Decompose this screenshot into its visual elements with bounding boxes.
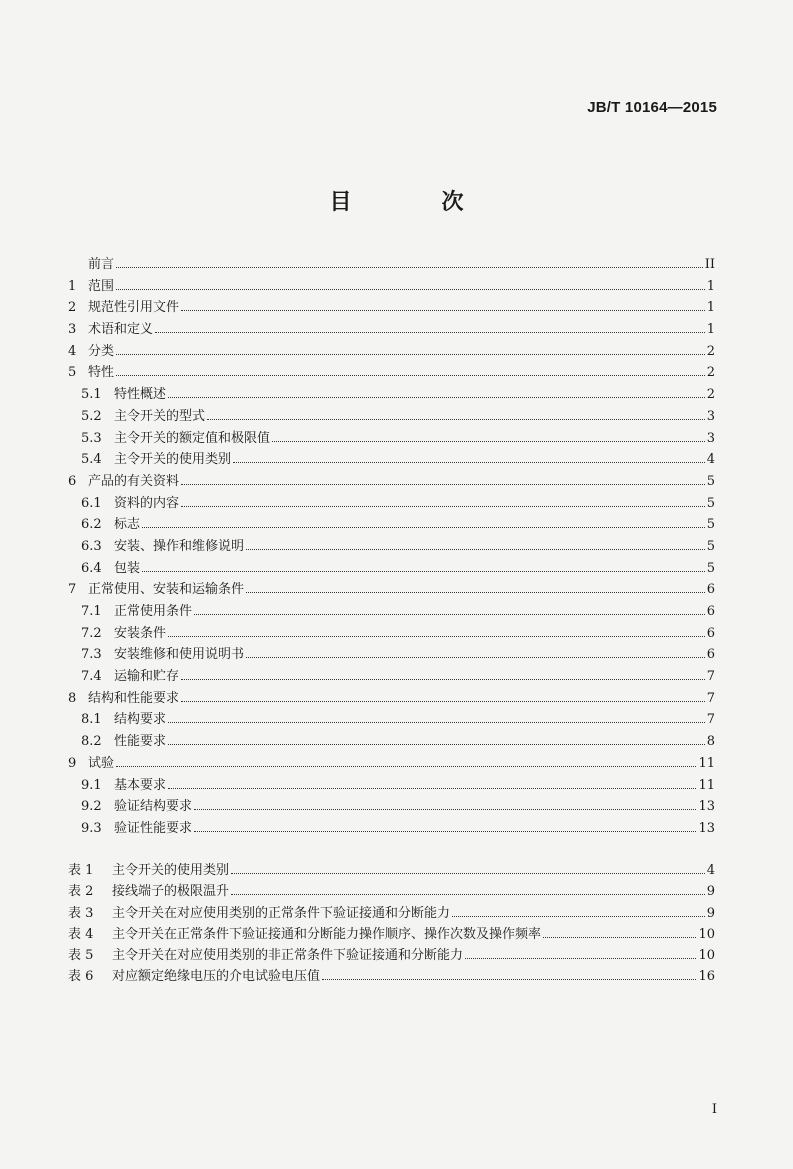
toc-entry-number: 表 4 bbox=[68, 926, 94, 942]
toc-entry-label: 主令开关的额定值和极限值 bbox=[114, 430, 271, 446]
toc-entry[interactable] bbox=[68, 923, 715, 944]
toc-entry-label: 安装、操作和维修说明 bbox=[114, 538, 245, 554]
toc-entry-number: 7.4 bbox=[81, 669, 102, 685]
toc-entry[interactable] bbox=[68, 880, 715, 901]
toc-entry[interactable] bbox=[68, 318, 715, 340]
toc-entry[interactable] bbox=[68, 600, 715, 622]
toc-entry[interactable] bbox=[68, 774, 715, 796]
dot-leader bbox=[168, 741, 705, 745]
toc-entry-page: 6 bbox=[706, 647, 715, 663]
toc-entry-label: 主令开关的型式 bbox=[114, 408, 206, 424]
toc-entry-number: 1 bbox=[68, 278, 77, 294]
toc-entry-number: 4 bbox=[68, 343, 77, 359]
toc-entry-number: 6.4 bbox=[81, 560, 102, 576]
list-of-tables bbox=[68, 859, 715, 987]
dot-leader bbox=[155, 329, 705, 333]
toc-entry-label: 验证结构要求 bbox=[114, 799, 193, 815]
toc-entry-label: 正常使用条件 bbox=[114, 604, 193, 619]
toc-entry-label: 包装 bbox=[114, 560, 141, 576]
toc-entry[interactable] bbox=[68, 253, 715, 275]
toc-entry[interactable] bbox=[68, 578, 715, 600]
toc-entry[interactable] bbox=[68, 752, 715, 774]
toc-entry-page: 13 bbox=[698, 820, 715, 836]
toc-entry[interactable] bbox=[68, 340, 715, 362]
toc-entry-page: 6 bbox=[706, 582, 715, 598]
toc-entry-number: 8.1 bbox=[81, 712, 102, 728]
dot-leader bbox=[181, 503, 705, 507]
toc-entry-page: 1 bbox=[706, 300, 715, 316]
toc-entry-label: 接线端子的极限温升 bbox=[112, 884, 230, 900]
toc-entry-number: 表 2 bbox=[68, 884, 94, 900]
toc-entry-label: 术语和定义 bbox=[88, 322, 154, 338]
toc-entry-number: 表 6 bbox=[68, 969, 94, 985]
toc-entry[interactable] bbox=[68, 665, 715, 687]
toc-entry-page: 1 bbox=[706, 278, 715, 294]
toc-entry-label: 规范性引用文件 bbox=[88, 300, 180, 316]
page-title: 目 次 bbox=[329, 190, 498, 215]
toc-entry-label: 主令开关的使用类别 bbox=[112, 863, 230, 878]
toc-entry-number: 5.1 bbox=[81, 387, 102, 403]
dot-leader bbox=[168, 394, 705, 398]
toc-entry[interactable] bbox=[68, 427, 715, 449]
toc-entry[interactable] bbox=[68, 795, 715, 817]
toc-entry-number: 5.2 bbox=[81, 408, 102, 424]
toc-entry-page: 2 bbox=[706, 365, 715, 381]
dot-leader bbox=[194, 828, 696, 832]
toc-entry-label: 性能要求 bbox=[114, 734, 167, 750]
toc-entry-number: 6 bbox=[68, 473, 77, 489]
toc-entry-label: 特性概述 bbox=[114, 387, 167, 403]
toc-entry[interactable] bbox=[68, 513, 715, 535]
toc-entry-label: 前言 bbox=[88, 257, 115, 272]
toc-entry-label: 主令开关在对应使用类别的非正常条件下验证接通和分断能力 bbox=[112, 948, 464, 964]
dot-leader bbox=[246, 654, 705, 658]
toc-entry-page: 11 bbox=[698, 777, 715, 793]
toc-entry[interactable] bbox=[68, 557, 715, 579]
toc-entry[interactable] bbox=[68, 275, 715, 297]
dot-leader bbox=[181, 307, 705, 311]
toc-entry-number: 7.3 bbox=[81, 647, 102, 663]
toc-entry[interactable] bbox=[68, 817, 715, 839]
toc-entry-number: 表 1 bbox=[68, 863, 94, 878]
toc-entry-number: 8 bbox=[68, 690, 77, 706]
toc-entry[interactable] bbox=[68, 448, 715, 470]
toc-entry-number: 5.3 bbox=[81, 430, 102, 446]
toc-entry-number: 7 bbox=[68, 582, 77, 598]
toc-entry-number: 6.1 bbox=[81, 495, 102, 511]
toc-entry-label: 结构要求 bbox=[114, 712, 167, 728]
toc-entry-page: 11 bbox=[698, 755, 715, 771]
dot-leader bbox=[116, 763, 696, 767]
dot-leader bbox=[246, 589, 705, 593]
toc-entry[interactable] bbox=[68, 708, 715, 730]
standard-code: JB/T 10164—2015 bbox=[587, 99, 717, 116]
toc-entry-page: 5 bbox=[706, 495, 715, 511]
toc-entry-label: 主令开关的使用类别 bbox=[114, 452, 232, 468]
toc-entry[interactable] bbox=[68, 944, 715, 965]
toc-entry-page: 5 bbox=[706, 517, 715, 533]
toc-entry-page: 3 bbox=[706, 430, 715, 446]
dot-leader bbox=[181, 481, 705, 485]
dot-leader bbox=[233, 459, 705, 463]
dot-leader bbox=[168, 785, 696, 789]
toc-entry-label: 标志 bbox=[114, 517, 141, 533]
toc-entry-page: 5 bbox=[706, 538, 715, 554]
toc-entry[interactable] bbox=[68, 405, 715, 427]
dot-leader bbox=[168, 719, 705, 723]
dot-leader bbox=[207, 416, 705, 420]
toc-entry-label: 特性 bbox=[88, 365, 115, 381]
toc-entry[interactable] bbox=[68, 383, 715, 405]
toc-entry-page: 7 bbox=[706, 712, 715, 728]
toc-entry-label: 试验 bbox=[88, 755, 115, 771]
toc-entry[interactable] bbox=[68, 535, 715, 557]
dot-leader bbox=[181, 676, 705, 680]
toc-entry-number: 9.2 bbox=[81, 799, 102, 815]
page-number: I bbox=[711, 1102, 717, 1117]
toc-entry-label: 分类 bbox=[88, 343, 115, 359]
toc-entry-number: 表 5 bbox=[68, 948, 94, 964]
toc-entry-page: 2 bbox=[706, 343, 715, 359]
dot-leader bbox=[231, 891, 705, 895]
toc-entry-label: 正常使用、安装和运输条件 bbox=[88, 582, 245, 598]
toc-entry-label: 结构和性能要求 bbox=[88, 690, 180, 706]
toc-entry-label: 范围 bbox=[88, 278, 115, 294]
toc-entry-label: 安装条件 bbox=[114, 625, 167, 641]
dot-leader bbox=[465, 955, 696, 959]
dot-leader bbox=[231, 870, 705, 874]
toc-entry-label: 资料的内容 bbox=[114, 495, 180, 511]
table-of-contents bbox=[68, 253, 715, 839]
toc-entry-page: 13 bbox=[698, 799, 715, 815]
toc-entry-page: 8 bbox=[706, 734, 715, 750]
toc-entry-number: 5.4 bbox=[81, 452, 102, 468]
toc-entry-page: 7 bbox=[706, 690, 715, 706]
toc-entry-label: 基本要求 bbox=[114, 777, 167, 793]
toc-entry-page: 4 bbox=[706, 863, 715, 878]
toc-entry-label: 产品的有关资料 bbox=[88, 473, 180, 489]
toc-entry-number: 9 bbox=[68, 755, 77, 771]
dot-leader bbox=[543, 934, 696, 938]
toc-entry-page: 9 bbox=[706, 884, 715, 900]
dot-leader bbox=[116, 372, 705, 376]
toc-entry-page: 10 bbox=[698, 948, 715, 964]
toc-entry[interactable] bbox=[68, 470, 715, 492]
toc-entry[interactable] bbox=[68, 622, 715, 644]
toc-entry-label: 主令开关在正常条件下验证接通和分断能力操作顺序、操作次数及操作频率 bbox=[112, 926, 542, 942]
dot-leader bbox=[142, 568, 705, 572]
toc-entry-number: 7.1 bbox=[81, 604, 102, 619]
toc-entry-number: 6.2 bbox=[81, 517, 102, 533]
toc-entry-number: 2 bbox=[68, 300, 77, 316]
dot-leader bbox=[181, 698, 705, 702]
toc-entry-number: 7.2 bbox=[81, 625, 102, 641]
toc-entry-page: 9 bbox=[706, 905, 715, 921]
dot-leader bbox=[272, 438, 705, 442]
toc-entry-page: 2 bbox=[706, 387, 715, 403]
toc-entry-page: II bbox=[704, 257, 715, 272]
toc-entry[interactable] bbox=[68, 902, 715, 923]
dot-leader bbox=[116, 351, 705, 355]
toc-entry-number: 9.3 bbox=[81, 820, 102, 836]
toc-entry[interactable] bbox=[68, 492, 715, 514]
dot-leader bbox=[322, 976, 696, 980]
toc-entry-page: 1 bbox=[706, 322, 715, 338]
dot-leader bbox=[194, 611, 705, 615]
toc-entry-page: 6 bbox=[706, 604, 715, 619]
toc-entry-page: 6 bbox=[706, 625, 715, 641]
toc-entry-number: 表 3 bbox=[68, 905, 94, 921]
toc-entry[interactable] bbox=[68, 859, 715, 880]
toc-entry-page: 4 bbox=[706, 452, 715, 468]
toc-entry-number: 6.3 bbox=[81, 538, 102, 554]
toc-entry-page: 7 bbox=[706, 669, 715, 685]
toc-entry-page: 16 bbox=[698, 969, 715, 985]
dot-leader bbox=[168, 633, 705, 637]
toc-entry-page: 5 bbox=[706, 473, 715, 489]
dot-leader bbox=[194, 806, 696, 810]
toc-entry[interactable] bbox=[68, 296, 715, 318]
toc-entry[interactable] bbox=[68, 687, 715, 709]
toc-entry-number: 3 bbox=[68, 322, 77, 338]
dot-leader bbox=[452, 913, 705, 917]
toc-entry[interactable] bbox=[68, 730, 715, 752]
toc-entry-page: 5 bbox=[706, 560, 715, 576]
toc-entry[interactable] bbox=[68, 643, 715, 665]
toc-entry-page: 3 bbox=[706, 408, 715, 424]
toc-entry-label: 运输和贮存 bbox=[114, 669, 180, 685]
toc-entry-number: 5 bbox=[68, 365, 77, 381]
dot-leader bbox=[116, 264, 703, 268]
toc-entry-number: 8.2 bbox=[81, 734, 102, 750]
toc-entry-label: 主令开关在对应使用类别的正常条件下验证接通和分断能力 bbox=[112, 905, 451, 921]
toc-entry-label: 安装维修和使用说明书 bbox=[114, 647, 245, 663]
dot-leader bbox=[142, 524, 705, 528]
dot-leader bbox=[246, 546, 705, 550]
toc-entry-label: 验证性能要求 bbox=[114, 820, 193, 836]
toc-entry-label: 对应额定绝缘电压的介电试验电压值 bbox=[112, 969, 321, 985]
toc-entry-number: 9.1 bbox=[81, 777, 102, 793]
toc-entry-page: 10 bbox=[698, 926, 715, 942]
toc-entry[interactable] bbox=[68, 965, 715, 986]
toc-entry[interactable] bbox=[68, 361, 715, 383]
dot-leader bbox=[116, 286, 705, 290]
